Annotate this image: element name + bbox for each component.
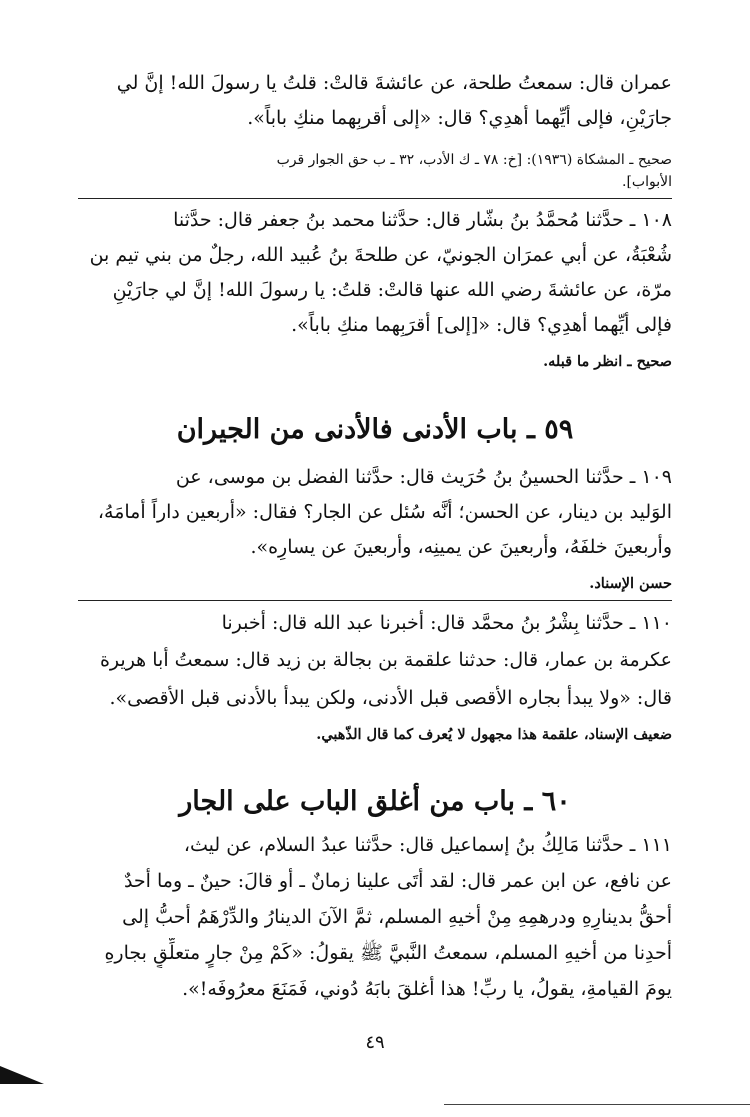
page-corner-shadow [0, 1066, 44, 1084]
hadith-109-line: وأربعينَ خلفَهُ، وأربعينَ عن يمينِه، وأربعينَ عن يسارِه». [250, 536, 672, 558]
hadith-111-line: أحقُّ بدينارِهِ ودرهمِهِ مِنْ أخيهِ المسلم، ثمَّ الآنَ الدينارُ والدِّرْهَمُ أحبُّ إلى [122, 906, 672, 928]
hadith-110-line: قال: «ولا يبدأ بجاره الأقصى قبل الأدنى، ولكن يبدأ بالأدنى قبل الأقصى». [109, 687, 672, 709]
hadith-108-line: مرّة، عن عائشةَ رضي الله عنها قالتْ: قلتُ: يا رسولَ الله! إنَّ لي جارَيْنِ [112, 279, 672, 301]
hadith-111-line: يومَ القيامةِ، يقولُ، يا ربِّ! هذا أغلقَ بابَهُ دُوني، فَمَنَعَ معرُوفَه!». [182, 978, 672, 1000]
hadith-109-line: ١٠٩ ـ حدَّثنا الحسينُ بنُ حُرَيث قال: حدَّثنا الفضل بن موسى، عن [175, 466, 672, 488]
text-line: جارَيْنِ، فإلى أيِّهما أهدِي؟ قال: «إلى أقربِهما منكِ باباً». [247, 107, 672, 129]
hadith-109-grade: حسن الإسناد. [589, 575, 672, 592]
grade-note: الأبواب]. [622, 174, 672, 190]
chapter-60-title: ٦٠ ـ باب من أغلق الباب على الجار [179, 786, 571, 817]
section-divider [78, 600, 672, 601]
hadith-111-line: أحدِنا من أخيهِ المسلم، سمعتُ النَّبيَّ ﷺ يقولُ: «كَمْ مِنْ جارٍ متعلِّقٍ بجارهِ [104, 942, 672, 964]
section-divider [78, 198, 672, 199]
chapter-59-title: ٥٩ ـ باب الأدنى فالأدنى من الجيران [176, 414, 574, 445]
hadith-110-line: عكرمة بن عمار، قال: حدثنا علقمة بن بجالة بن زيد قال: سمعتُ أبا هريرة [99, 649, 672, 671]
grade-note: صحيح ـ المشكاة (١٩٣٦): [خ: ٧٨ ـ ك الأدب، ٣٢ ـ ب حق الجوار قرب [276, 152, 672, 168]
hadith-110-line: ١١٠ ـ حدَّثنا بِشْرُ بنُ محمَّد قال: أخبرنا عبد الله قال: أخبرنا [221, 612, 672, 634]
hadith-110-grade: ضعيف الإسناد، علقمة هذا مجهول لا يُعرف كما قال الذّهبي. [316, 726, 672, 743]
hadith-111-line: عن نافع، عن ابن عمر قال: لقد أتَى علينا زمانٌ ـ أو قالَ: حينٌ ـ وما أحدٌ [123, 870, 672, 892]
hadith-108-grade: صحيح ـ انظر ما قبله. [543, 353, 672, 370]
hadith-108-line: شُعْبَةُ، عن أبي عمرَان الجونيّ، عن طلحةَ بنُ عُبيد الله، رجلٌ من بني تيم بن [89, 244, 672, 266]
hadith-111-line: ١١١ ـ حدَّثنا مَالِكُ بنُ إسماعيل قال: حدَّثنا عبدُ السلام، عن ليث، [183, 834, 672, 856]
hadith-108-line: ١٠٨ ـ حدَّثنا مُحمَّدُ بنُ بشّار قال: حدَّثنا محمد بنُ جعفر قال: حدَّثنا [173, 209, 672, 231]
page-number: ٤٩ [365, 1032, 385, 1053]
hadith-108-line: فإلى أيِّهما أهدِي؟ قال: «[إلى] أقرَبِهما منكِ باباً». [291, 314, 672, 336]
page-edge-line [444, 1104, 750, 1105]
hadith-109-line: الوَليد بن دينار، عن الحسن؛ أنَّه سُئل عن الجار؟ فقال: «أربعين داراً أمامَهُ، [97, 501, 672, 523]
text-line: عمران قال: سمعتُ طلحة، عن عائشةَ قالتْ: قلتُ يا رسولَ الله! إنَّ لي [116, 72, 672, 94]
